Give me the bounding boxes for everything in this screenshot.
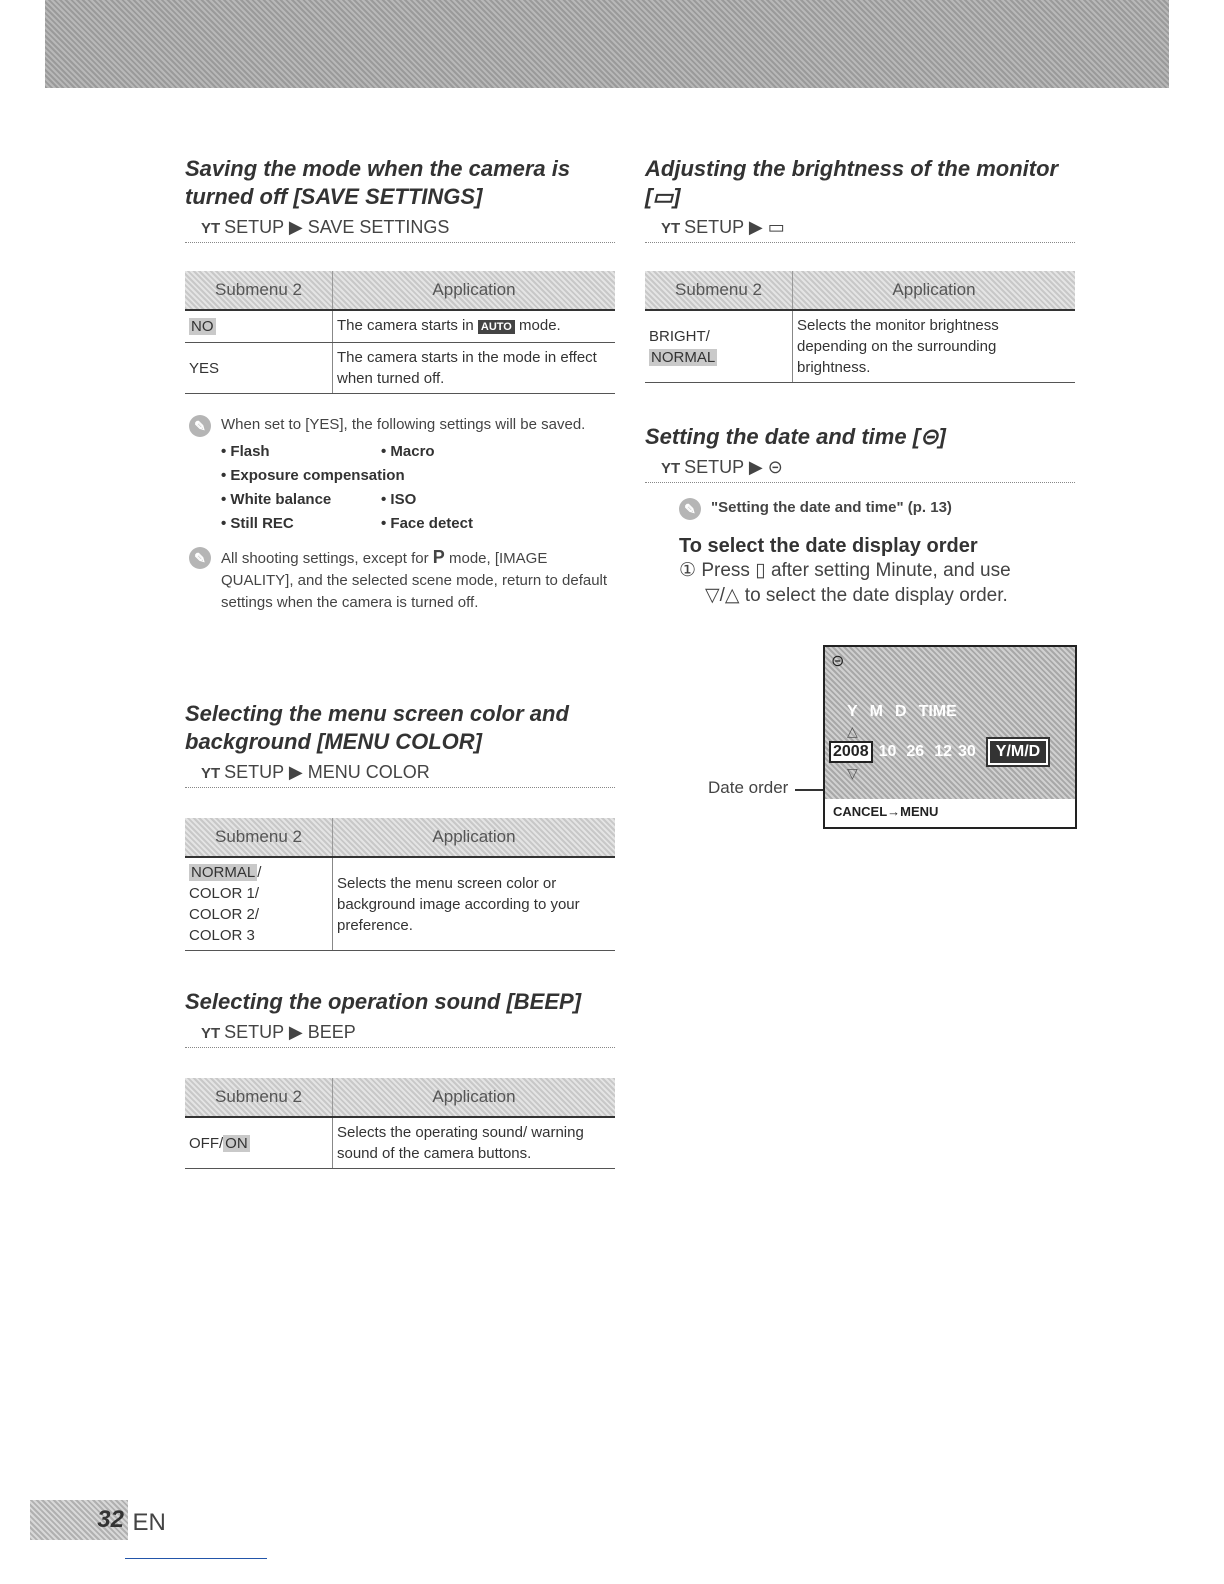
menu-path: YT SETUP ▶ ⊝ bbox=[645, 455, 1075, 483]
table-row: NORMAL / COLOR 1/ COLOR 2/ COLOR 3 Selects the menu screen color or background image according to your preference. bbox=[185, 857, 615, 951]
monitor-section bbox=[645, 155, 1075, 383]
column-header: Submenu 2 bbox=[185, 271, 333, 310]
clock-icon: ⊝ bbox=[920, 424, 939, 449]
date-order-label: Date order bbox=[708, 778, 789, 797]
note: ✎ All shooting settings, except for P mode, [IMAGE QUALITY], and the selected scene mode, return to default settings when the camera is turned off. bbox=[185, 546, 615, 614]
column-header: Application bbox=[333, 271, 616, 310]
date-order-value: Y/M/D bbox=[988, 739, 1048, 765]
step-text: ① Press ▯ after setting Minute, and use ▽/△ to select the date display order. bbox=[679, 560, 1011, 606]
list-item: • White balance • ISO bbox=[221, 491, 417, 508]
saved-settings-list bbox=[221, 440, 615, 536]
up-down-icon: ▽/△ bbox=[705, 585, 740, 606]
column-header: Submenu 2 bbox=[185, 818, 333, 857]
note: ✎ "Setting the date and time" (p. 13) bbox=[675, 497, 1075, 519]
section-title: Setting the date and time [⊝] bbox=[645, 424, 946, 449]
cancel-label: CANCEL→MENU bbox=[833, 804, 939, 819]
section-title: Selecting the menu screen color and background [MENU COLOR] bbox=[185, 701, 569, 754]
down-arrow-icon: ▽ bbox=[847, 765, 858, 781]
subtitle: To select the date display order bbox=[679, 535, 978, 557]
list-item: • Flash • Macro bbox=[221, 443, 435, 460]
setup-icon: YT bbox=[201, 765, 221, 782]
settings-table bbox=[645, 271, 1075, 383]
menu-path: YT SETUP ▶ MENU COLOR bbox=[185, 760, 615, 788]
monitor-icon: ▭ bbox=[767, 217, 785, 237]
setup-icon: YT bbox=[661, 220, 681, 237]
note-icon: ✎ bbox=[189, 547, 211, 569]
menu-path: YT SETUP ▶ SAVE SETTINGS bbox=[185, 215, 615, 243]
save-settings-section bbox=[185, 155, 615, 614]
clock-icon: ⊝ bbox=[767, 457, 783, 477]
column-header: Application bbox=[793, 271, 1076, 310]
section-title: Adjusting the brightness of the monitor [▭] bbox=[645, 156, 1059, 209]
section-title: Selecting the operation sound [BEEP] bbox=[185, 989, 582, 1014]
settings-table bbox=[185, 271, 615, 394]
monitor-icon: ▭ bbox=[652, 184, 674, 209]
setup-icon: YT bbox=[201, 1025, 221, 1042]
page-number: 32 bbox=[30, 1500, 128, 1540]
note-icon: ✎ bbox=[189, 415, 211, 437]
section-title: Saving the mode when the camera is turned off [SAVE SETTINGS] bbox=[185, 156, 571, 209]
note-icon: ✎ bbox=[679, 498, 701, 520]
page-footer bbox=[30, 1500, 166, 1540]
table-row: NO The camera starts in AUTO mode. bbox=[185, 310, 615, 343]
table-row: OFF/ ON Selects the operating sound/ warning sound of the camera buttons. bbox=[185, 1117, 615, 1169]
settings-table bbox=[185, 818, 615, 951]
clock-icon: ⊝ bbox=[831, 653, 845, 670]
ok-button-icon: ▯ bbox=[755, 560, 766, 581]
list-item: • Still REC • Face detect bbox=[221, 515, 473, 532]
camera-screen: ⊝ Y M D TIME △ 2008 10 26 12 30 Y/M/D ▽ CANCEL→MENU bbox=[823, 645, 1077, 829]
setup-icon: YT bbox=[661, 460, 681, 477]
list-item: • Exposure compensation bbox=[221, 467, 405, 484]
menu-color-section bbox=[185, 700, 615, 951]
column-header: Submenu 2 bbox=[645, 271, 793, 310]
table-row: BRIGHT/ NORMAL Selects the monitor brightness depending on the surrounding brightness. bbox=[645, 310, 1075, 383]
auto-mode-icon: AUTO bbox=[478, 320, 515, 334]
column-header: Submenu 2 bbox=[185, 1078, 333, 1117]
table-row: YES The camera starts in the mode in effect when turned off. bbox=[185, 343, 615, 394]
header-band bbox=[45, 0, 1169, 88]
column-header: Application bbox=[333, 1078, 616, 1117]
setup-icon: YT bbox=[201, 220, 221, 237]
note: ✎ When set to [YES], the following settings will be saved. • Flash • Macro • Exposure compensation • White balance • ISO • Still REC • Face detect bbox=[185, 414, 615, 536]
menu-path: YT SETUP ▶ ▭ bbox=[645, 215, 1075, 243]
up-arrow-icon: △ bbox=[847, 723, 858, 739]
settings-table bbox=[185, 1078, 615, 1169]
column-header: Application bbox=[333, 818, 616, 857]
date-section bbox=[645, 423, 1075, 608]
menu-path: YT SETUP ▶ BEEP bbox=[185, 1020, 615, 1048]
beep-section bbox=[185, 988, 615, 1169]
language-label: EN bbox=[132, 1508, 166, 1536]
date-fields: 2008 10 26 12 30 Y/M/D bbox=[829, 739, 1048, 765]
